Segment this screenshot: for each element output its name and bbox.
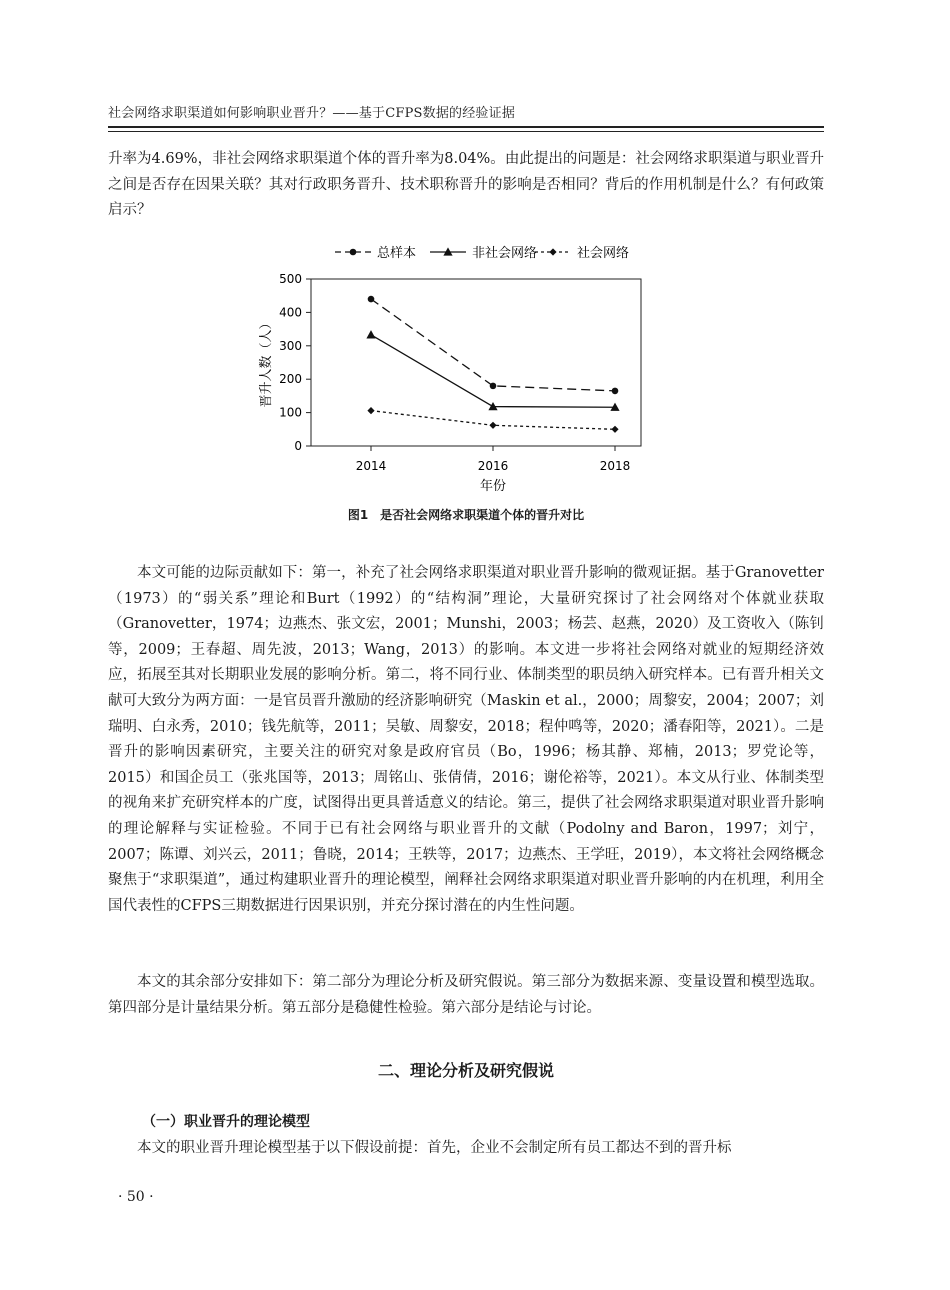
y-tick-label: 100 bbox=[279, 405, 302, 420]
section-title: 二、理论分析及研究假说 bbox=[377, 1061, 554, 1080]
legend-label: 非社会网络 bbox=[472, 246, 538, 261]
series-line-1 bbox=[371, 299, 615, 391]
data-point bbox=[489, 422, 496, 429]
x-tick-label: 2018 bbox=[599, 459, 631, 473]
data-point bbox=[367, 407, 374, 414]
y-axis bbox=[279, 272, 311, 453]
x-axis-label: 年份 bbox=[479, 479, 507, 494]
legend-marker bbox=[350, 249, 357, 256]
plot-frame bbox=[311, 279, 641, 446]
line-chart bbox=[250, 236, 690, 506]
header-rule bbox=[108, 126, 824, 128]
running-title: 社会网络求职渠道如何影响职业晋升？——基于CFPS数据的经验证据 bbox=[108, 106, 516, 121]
data-point bbox=[366, 330, 375, 338]
legend-label: 社会网络 bbox=[577, 246, 630, 261]
body-paragraph-3: 本文的职业晋升理论模型基于以下假设前提：首先，企业不会制定所有员工都达不到的晋升标 bbox=[137, 1140, 732, 1156]
x-axis bbox=[356, 446, 631, 473]
data-point bbox=[490, 383, 497, 390]
body-paragraph-2: 本文的其余部分安排如下：第二部分为理论分析及研究假说。第三部分为数据来源、变量设置和模型选取。第四部分是计量结果分析。第五部分是稳健性检验。第六部分是结论与讨论。 bbox=[108, 974, 824, 1016]
subsection-title: （一）职业晋升的理论模型 bbox=[142, 1114, 310, 1130]
intro-paragraph: 升率为4.69%，非社会网络求职渠道个体的晋升率为8.04%。由此提出的问题是：社会网络求职渠道与职业晋升之间是否存在因果关联？其对行政职务晋升、技术职称晋升的影响是否相同？背后的作用机制是什么？有何政策启示？ bbox=[108, 151, 824, 219]
body-paragraph-1: 本文可能的边际贡献如下：第一，补充了社会网络求职渠道对职业晋升影响的微观证据。基于Granovetter（1973）的“弱关系”理论和Burt（1992）的“结构洞”理论，大量研究探讨了社会网络对个体就业获取（Granovetter，1974；边燕杰、张文宏，2001；Munshi，2003；杨芸、赵燕，2020）及工资收入（陈钊等，2009；王春超、周先波，2013；Wang，2013）的影响。本文进一步将社会网络对就业的短期经济效应，拓展至其对长期职业发展的影响分析。第二，将不同行业、体制类型的职员纳入研究样本。已有晋升相关文献可大致分为两方面：一是官员晋升激励的经济影响研究（Maskin et al.，2000；周黎安，2004；2007；刘瑞明、白永秀，2010；钱先航等，2011；吴敏、周黎安，2018；程仲鸣等，2020；潘春阳等，2021）。二是晋升的影响因素研究，主要关注的研究对象是政府官员（Bo，1996；杨其静、郑楠，2013；罗党论等，2015）和国企员工（张兆国等，2013；周铭山、张倩倩，2016；谢伦裕等，2021）。本文从行业、体制类型的视角来扩充研究样本的广度，试图得出更具普适意义的结论。第三，提供了社会网络求职渠道对职业晋升影响的理论解释与实证检验。不同于已有社会网络与职业晋升的文献（Podolny and Baron，1997；刘宁，2007；陈谭、刘兴云，2011；鲁晓，2014；王轶等，2017；边燕杰、王学旺，2019），本文将社会网络概念聚焦于“求职渠道”，通过构建职业晋升的理论模型，阐释社会网络求职渠道对职业晋升影响的内在机理，利用全国代表性的CFPS三期数据进行因果识别，并充分探讨潜在的内生性问题。 bbox=[108, 565, 825, 914]
chart-legend bbox=[335, 245, 629, 261]
y-tick-label: 0 bbox=[294, 439, 302, 453]
y-tick-label: 400 bbox=[279, 305, 302, 320]
y-tick-label: 300 bbox=[279, 338, 302, 353]
data-point bbox=[611, 426, 618, 433]
figure-1 bbox=[250, 236, 690, 506]
y-tick-label: 500 bbox=[279, 272, 302, 286]
data-point bbox=[612, 388, 619, 395]
series-line-2 bbox=[371, 335, 615, 407]
data-point bbox=[368, 296, 375, 303]
x-tick-label: 2016 bbox=[477, 459, 509, 473]
legend-label: 总样本 bbox=[377, 246, 417, 261]
chart-series bbox=[366, 296, 619, 433]
page-number: · 50 · bbox=[118, 1189, 154, 1205]
figure-caption: 图1 是否社会网络求职渠道个体的晋升对比 bbox=[347, 508, 585, 522]
y-axis-label: 晋升人数（人） bbox=[259, 316, 274, 408]
legend-marker bbox=[549, 248, 556, 255]
header-rule-thin bbox=[108, 131, 824, 132]
y-tick-label: 200 bbox=[279, 372, 302, 387]
x-tick-label: 2014 bbox=[355, 459, 387, 473]
